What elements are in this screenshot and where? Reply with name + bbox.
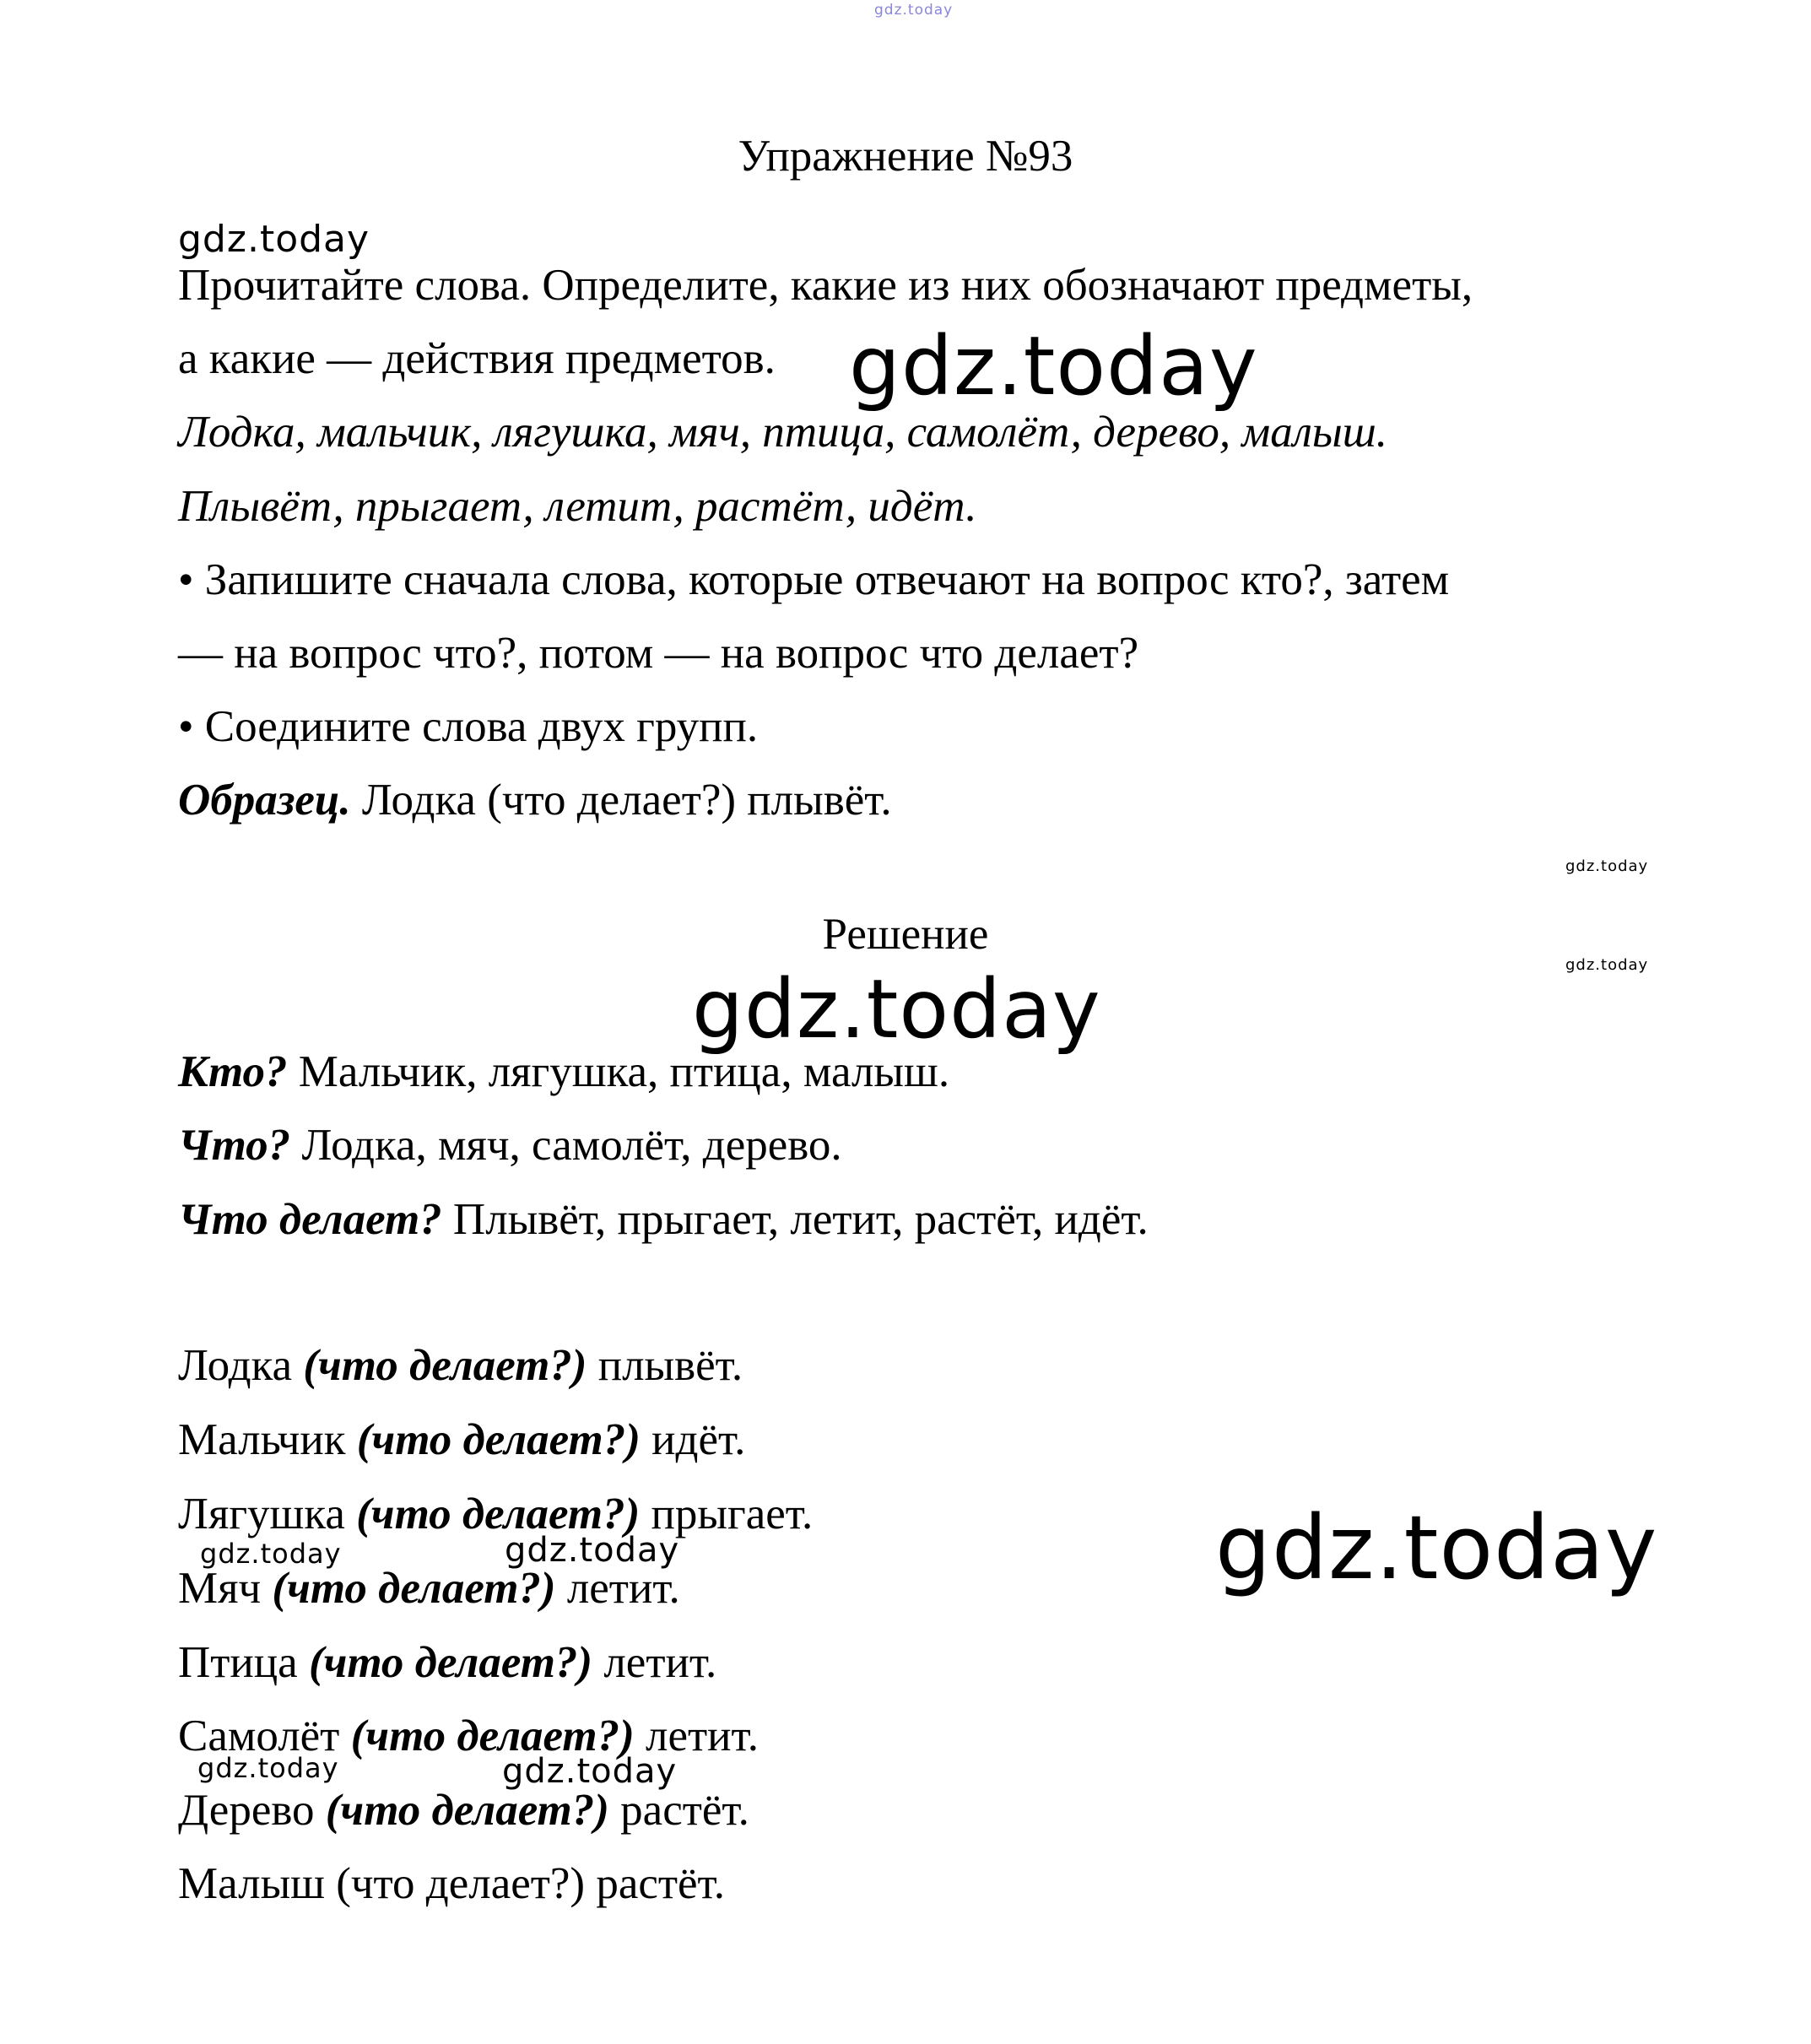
- sample-text: Лодка (что делает?) плывёт.: [350, 776, 892, 825]
- watermark: gdz.today: [1215, 1496, 1658, 1599]
- watermark: gdz.today: [1565, 857, 1649, 875]
- pair-noun: Лодка: [178, 1341, 304, 1390]
- group-who: [178, 1045, 949, 1099]
- group-text: Мальчик, лягушка, птица, малыш.: [287, 1047, 950, 1096]
- pair-question: (что делает?): [356, 1490, 641, 1538]
- group-what: [178, 1118, 842, 1172]
- pair-verb: летит.: [634, 1711, 759, 1760]
- pair-line: [178, 1487, 813, 1541]
- sample-label: Образец.: [178, 776, 351, 825]
- solution-title: Решение: [822, 910, 989, 959]
- watermark: gdz.today: [502, 1752, 678, 1791]
- pair-noun: Мяч: [178, 1564, 273, 1613]
- task-line: • Соедините слова двух групп.: [178, 702, 759, 751]
- instruction-line: а какие — действия предметов.: [178, 334, 776, 383]
- pair-line: [178, 1783, 749, 1837]
- pair-question: (что делает?): [350, 1711, 635, 1760]
- pair-verb: летит.: [592, 1638, 717, 1687]
- pair-line: [178, 1636, 716, 1690]
- pair-question: (что делает?): [308, 1638, 593, 1687]
- pair-noun: Дерево: [178, 1786, 326, 1835]
- pair-noun: Птица: [178, 1638, 309, 1687]
- pair-line: [178, 1561, 680, 1615]
- pair-line: [178, 1338, 743, 1392]
- pair-verb: летит.: [555, 1564, 680, 1613]
- group-label: Что?: [178, 1121, 291, 1170]
- pair-question: (что делает?): [272, 1564, 556, 1613]
- pair-line: [178, 1413, 745, 1467]
- watermark: gdz.today: [200, 1538, 342, 1570]
- words-nouns: Лодка, мальчик, лягушка, мяч, птица, самолёт, дерево, малыш.: [178, 408, 1387, 457]
- pair-noun: Лягушка: [178, 1490, 357, 1538]
- watermark: gdz.today: [505, 1531, 680, 1570]
- instruction-line: Прочитайте слова. Определите, какие из них обозначают предметы,: [178, 261, 1473, 310]
- pair-question: (что делает?): [303, 1341, 587, 1390]
- watermark: gdz.today: [178, 218, 370, 261]
- words-verbs: Плывёт, прыгает, летит, растёт, идёт.: [178, 482, 977, 531]
- pair-noun: Самолёт: [178, 1711, 351, 1760]
- pair-verb: идёт.: [640, 1415, 746, 1464]
- watermark: gdz.today: [197, 1752, 339, 1784]
- pair-line-last: Малыш (что делает?) растёт.: [178, 1859, 725, 1908]
- group-label: Кто?: [178, 1047, 288, 1096]
- group-text: Лодка, мяч, самолёт, дерево.: [290, 1121, 842, 1170]
- task-line: • Запишите сначала слова, которые отвечают на вопрос кто?, затем: [178, 555, 1450, 604]
- group-label: Что делает?: [178, 1195, 442, 1244]
- watermark: gdz.today: [1565, 956, 1649, 974]
- pair-verb: прыгает.: [640, 1490, 814, 1538]
- watermark: gdz.today: [874, 2, 954, 19]
- task-line: — на вопрос что?, потом — на вопрос что делает?: [178, 629, 1139, 678]
- pair-verb: растёт.: [608, 1786, 749, 1835]
- group-text: Плывёт, прыгает, летит, растёт, идёт.: [441, 1195, 1149, 1244]
- group-what-does: [178, 1192, 1149, 1246]
- pair-verb: плывёт.: [587, 1341, 743, 1390]
- watermark: gdz.today: [692, 962, 1101, 1057]
- pair-noun: Мальчик: [178, 1415, 357, 1464]
- pair-question: (что делает?): [356, 1415, 641, 1464]
- sample-line: [178, 773, 892, 827]
- exercise-title: Упражнение №93: [738, 132, 1073, 181]
- pair-question: (что делает?): [325, 1786, 609, 1835]
- watermark: gdz.today: [849, 319, 1258, 414]
